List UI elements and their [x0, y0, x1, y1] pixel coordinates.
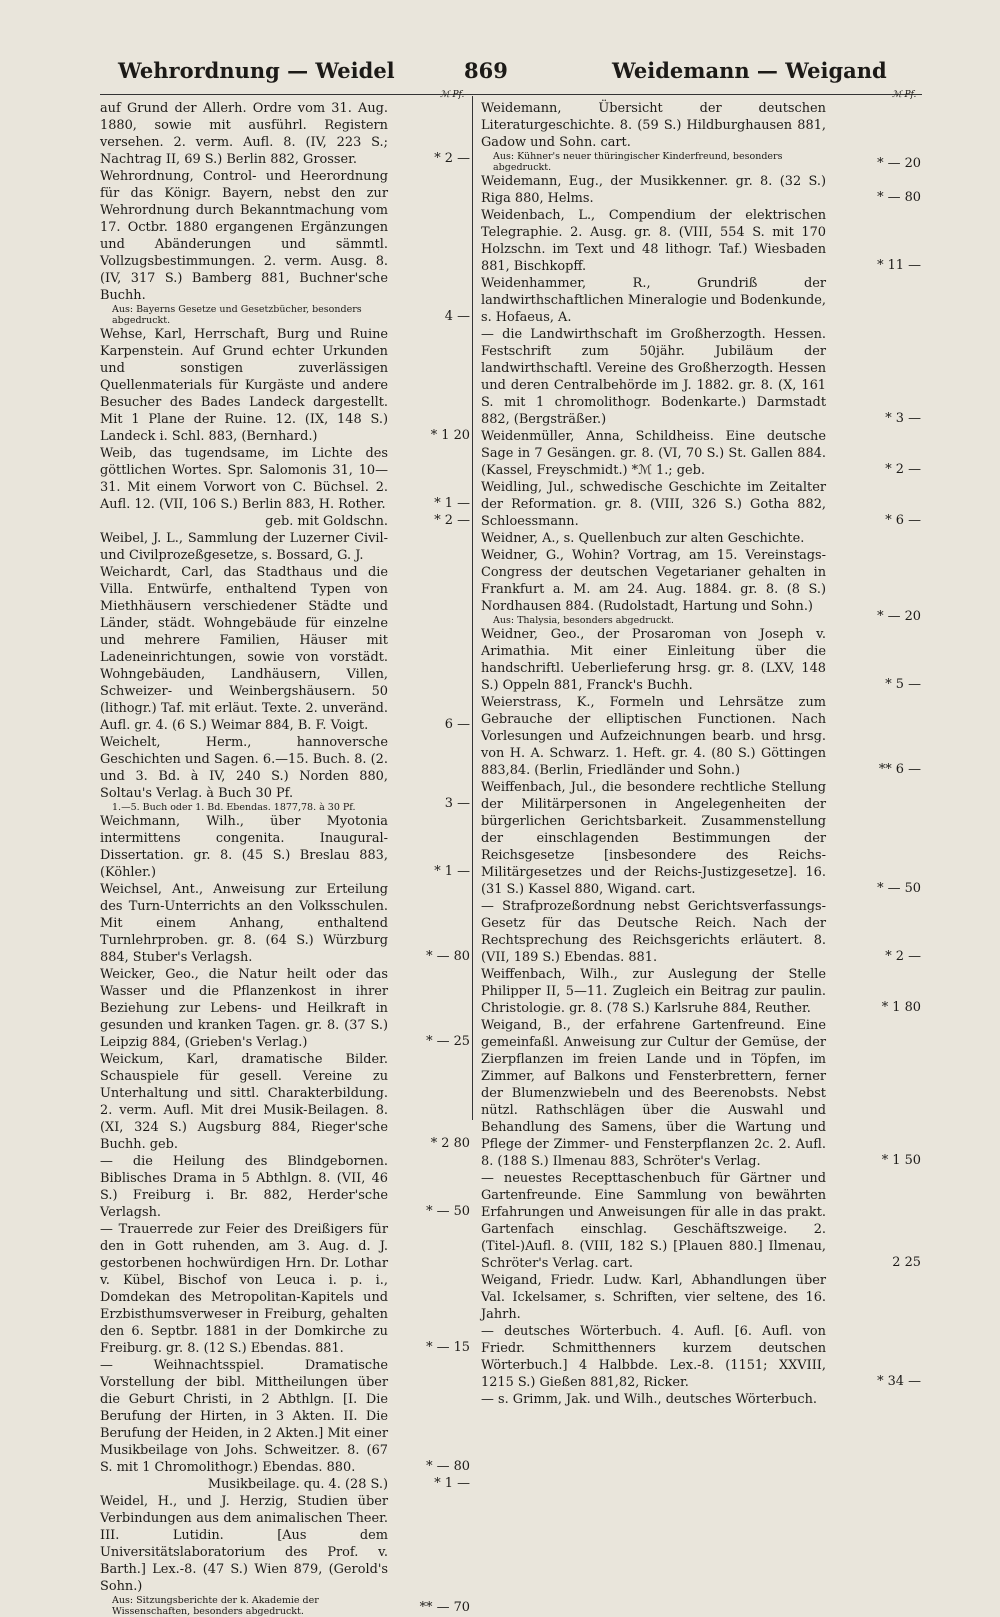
- entry-price: * — 50: [877, 881, 921, 896]
- entry-text: Weiffenbach, Jul., die besondere rechtliche Stellung der Militärpersonen in Angelegenheiten der bürgerlichen Gerichtsbarkeit. Zusammenstellung der einschlagenden Bestimmungen der Reichsgesetze [insbesondere des Reichs-Militärgesetzes und der Reichs-Justizgesetze]. 16. (31 S.) Kassel 880, Wigand. cart.: [481, 780, 826, 897]
- entry-price: * 1 80: [881, 1000, 921, 1015]
- entry-text: Weiffenbach, Wilh., zur Auslegung der Stelle Philipper II, 5—11. Zugleich ein Beitrag zur paulin. Christologie. gr. 8. (78 S.) Karlsruhe 884, Reuther.: [481, 967, 826, 1016]
- entry-price: ** 6 —: [878, 762, 921, 777]
- entry-text: Weigand, B., der erfahrene Gartenfreund. Eine gemeinfaßl. Anweisung zur Cultur der Gemüse, der Zierpflanzen im freien Lande und in Töpfen, im Zimmer, auf Balkons und Fensterbrettern, ferner der Blumenzwiebeln und des Beerenobsts. Nebst nützl. Rathschlägen über die Auswahl und Behandlung des Samens, über die Wartung und Pflege der Zimmer- und Fensterpflanzen 2c. 2. Aufl. 8. (188 S.) Ilmenau 883, Schröter's Verlag.: [481, 1018, 826, 1169]
- entry-price: 4 —: [444, 309, 470, 324]
- entry-text: — deutsches Wörterbuch. 4. Aufl. [6. Aufl. von Friedr. Schmitthenners kurzem deutschen Wörterbuch.] 4 Halbbde. Lex.-8. (1151; XXVIII, 1215 S.) Gießen 881,82, Ricker.: [481, 1324, 826, 1390]
- page-number: 869: [464, 58, 508, 83]
- catalog-entry: [481, 100, 921, 173]
- catalog-entry: [481, 626, 921, 694]
- entry-text: — Trauerrede zur Feier des Dreißigers für den in Gott ruhenden, am 3. Aug. d. J. gestorbenen hochwürdigen Hrn. Dr. Lothar v. Kübel, Bischof von Leuca i. p. i., Domdekan des Metropolitan-Kapitels und Erzbisthumsverweser in Freiburg, gehalten den 6. Septbr. 1881 in der Domkirche zu Freiburg. gr. 8. (12 S.) Ebendas. 881.: [100, 1222, 388, 1356]
- entry-price: * 6 —: [885, 513, 921, 528]
- entry-price: * 5 —: [885, 677, 921, 692]
- entry-text: — die Heilung des Blindgebornen. Biblisches Drama in 5 Abthlgn. 8. (VII, 46 S.) Freiburg i. Br. 882, Herder'sche Verlagsh.: [100, 1154, 388, 1220]
- catalog-entry: [481, 479, 921, 530]
- entry-text: — die Landwirthschaft im Großherzogth. Hessen. Festschrift zum 50jähr. Jubiläum der landwirthschaftl. Vereine des Großherzogth. Hessen und deren Centralbehörde im J. 1882. gr. 8. (X, 161 S. mit 1 chromolithogr. Bodenkarte.) Darmstadt 882, (Bergsträßer.): [481, 327, 826, 427]
- catalog-entry: [481, 779, 921, 898]
- entry-text: Weidner, G., Wohin? Vortrag, am 15. Vereinstags-Congress der deutschen Vegetarianer gehalten in Frankfurt a. M. am 24. Aug. 1884. gr. 8. (8 S.) Nordhausen 884. (Rudolstadt, Hartung und Sohn.): [481, 548, 826, 614]
- entry-text: Musikbeilage. qu. 4. (28 S.): [207, 1477, 388, 1492]
- entry-price: * — 20: [877, 156, 921, 171]
- entry-price: * 3 —: [885, 411, 921, 426]
- currency-label-left: ℳ Pf.: [440, 90, 465, 100]
- catalog-entry: [481, 1323, 921, 1391]
- entry-price: 6 —: [444, 717, 470, 732]
- entry-text: Weickum, Karl, dramatische Bilder. Schauspiele für gesell. Vereine zu Unterhaltung und sittl. Charakterbildung. 2. verm. Aufl. Mit drei Musik-Beilagen. 8. (XI, 324 S.) Augsburg 884, Rieger'sche Buchh. geb.: [100, 1052, 388, 1152]
- entry-note: Aus: Thalysia, besonders abgedruckt.: [493, 615, 674, 626]
- catalog-entry: [481, 326, 921, 428]
- catalog-entry: [100, 1153, 470, 1221]
- entry-price: * 1 50: [881, 1153, 921, 1168]
- entry-text: Weichelt, Herm., hannoversche Geschichten und Sagen. 6.—15. Buch. 8. (2. und 3. Bd. à IV, 240 S.) Norden 880, Soltau's Verlag. à Buch 30 Pf.: [100, 735, 388, 801]
- entry-price: * — 15: [426, 1340, 470, 1355]
- entry-price: * 1 —: [434, 864, 470, 879]
- catalog-entry: [100, 966, 470, 1051]
- entry-text: Wehse, Karl, Herrschaft, Burg und Ruine Karpenstein. Auf Grund echter Urkunden und sonstigen zuverlässigen Quellenmaterials für Kurgäste und andere Besucher des Bades Landeck dargestellt. Mit 1 Plane der Ruine. 12. (IX, 148 S.) Landeck i. Schl. 883, (Bernhard.): [100, 327, 388, 444]
- entry-price: ** — 70: [419, 1600, 470, 1615]
- entry-note: Aus: Bayerns Gesetze und Gesetzbücher, besonders abgedruckt.: [112, 304, 362, 326]
- catalog-entry: [100, 1476, 470, 1493]
- catalog-entry: [481, 530, 921, 547]
- catalog-entry: [100, 168, 470, 326]
- entry-text: Weicker, Geo., die Natur heilt oder das Wasser und die Pflanzenkost in ihrer Beziehung zur Lebens- und Heilkraft in gesunden und kranken Tagen. gr. 8. (37 S.) Leipzig 884, (Grieben's Verlag.): [100, 967, 388, 1050]
- entry-price: * — 80: [877, 190, 921, 205]
- catalog-entry: [481, 275, 921, 326]
- entry-text: Weichardt, Carl, das Stadthaus und die Villa. Entwürfe, enthaltend Typen von Miethhäusern verschiedener Städte und Länder, städt. Wohngebäude für einzelne und mehrere Familien, Häuser mit Ladeneinrichtungen, sowie von vorstädt. Wohngebäuden, Landhäusern, Villen, Schweizer- und Weinbergshäusern. 50 (lithogr.) Taf. mit erläut. Texte. 2. unveränd. Aufl. gr. 4. (6 S.) Weimar 884, B. F. Voigt.: [100, 565, 388, 733]
- left-column: [100, 100, 470, 1617]
- entry-price: * 2 —: [434, 513, 470, 528]
- catalog-entry: [100, 1051, 470, 1153]
- entry-text: auf Grund der Allerh. Ordre vom 31. Aug. 1880, sowie mit ausführl. Registern versehen. 2. verm. Aufl. 8. (IV, 223 S.; Nachtrag II, 69 S.) Berlin 882, Grosser.: [100, 101, 388, 167]
- entry-price: * — 25: [426, 1034, 470, 1049]
- entry-text: — Weihnachtsspiel. Dramatische Vorstellung der bibl. Mittheilungen über die Geburt Christi, in 2 Abthlgn. [I. Die Berufung der Hirten, in 3 Akten. II. Die Berufung der Heiden, in 2 Akten.] Mit einer Musikbeilage von Johs. Schweitzer. 8. (67 S. mit 1 Chromolithogr.) Ebendas. 880.: [100, 1358, 388, 1475]
- catalog-entry: [481, 1017, 921, 1170]
- page-header: [0, 56, 1000, 90]
- entry-text: Weidner, Geo., der Prosaroman von Joseph v. Arimathia. Mit einer Einleitung über die handschriftl. Ueberlieferung hrsg. gr. 8. (LXV, 148 S.) Oppeln 881, Franck's Buchh.: [481, 627, 826, 693]
- catalog-entry: [100, 100, 470, 168]
- entry-note: Aus: Kühner's neuer thüringischer Kinderfreund, besonders abgedruckt.: [493, 151, 783, 173]
- catalog-entry: [481, 207, 921, 275]
- catalog-entry: [481, 694, 921, 779]
- entry-text: Weib, das tugendsame, im Lichte des göttlichen Wortes. Spr. Salomonis 31, 10—31. Mit einem Vorwort von C. Büchsel. 2. Aufl. 12. (VII, 106 S.) Berlin 883, H. Rother.: [100, 446, 388, 512]
- entry-text: — Strafprozeßordnung nebst Gerichtsverfassungs-Gesetz für das Deutsche Reich. Nach der Rechtsprechung des Reichsgerichts erläutert. 8. (VII, 189 S.) Ebendas. 881.: [481, 899, 826, 965]
- entry-text: Weidenbach, L., Compendium der elektrischen Telegraphie. 2. Ausg. gr. 8. (VIII, 554 S. mit 170 Holzschn. im Text und 48 lithogr. Taf.) Wiesbaden 881, Bischkopff.: [481, 208, 826, 274]
- entry-price: * 1 —: [434, 496, 470, 511]
- catalog-entry: [481, 1272, 921, 1323]
- catalog-entry: [100, 1221, 470, 1357]
- entry-price: * 34 —: [877, 1374, 921, 1389]
- entry-price: * 2 80: [430, 1136, 470, 1151]
- catalog-entry: [100, 513, 470, 530]
- entry-price: * 11 —: [877, 258, 921, 273]
- catalog-entry: [100, 813, 470, 881]
- entry-price: * — 50: [426, 1204, 470, 1219]
- entry-text: — neuestes Recepttaschenbuch für Gärtner und Gartenfreunde. Eine Sammlung von bewährten Erfahrungen und Anweisungen für alle in das prakt. Gartenfach einschlag. Geschäftszweige. 2. (Titel-)Aufl. 8. (VIII, 182 S.) [Plauen 880.] Ilmenau, Schröter's Verlag. cart.: [481, 1171, 826, 1271]
- catalog-entry: [100, 326, 470, 445]
- catalog-entry: [100, 734, 470, 813]
- entry-text: Weidenhammer, R., Grundriß der landwirthschaftlichen Mineralogie und Bodenkunde, s. Hofaeus, A.: [481, 276, 826, 325]
- entry-price: 3 —: [444, 796, 470, 811]
- entry-price: * — 80: [426, 949, 470, 964]
- entry-note: 1.—5. Buch oder 1. Bd. Ebendas. 1877,78. à 30 Pf.: [112, 802, 356, 813]
- catalog-entry: [481, 547, 921, 626]
- entry-text: Weidel, H., und J. Herzig, Studien über Verbindungen aus dem animalischen Theer. III. Lutidin. [Aus dem Universitätslaboratorium des Prof. v. Barth.] Lex.-8. (47 S.) Wien 879, (Gerold's Sohn.): [100, 1494, 388, 1594]
- catalog-entry: [481, 173, 921, 207]
- entry-text: Weierstrass, K., Formeln und Lehrsätze zum Gebrauche der elliptischen Functionen. Nach Vorlesungen und Aufzeichnungen bearb. und hrsg. von H. A. Schwarz. 1. Heft. gr. 4. (80 S.) Göttingen 883,84. (Berlin, Friedländer und Sohn.): [481, 695, 826, 778]
- entry-text: Weidemann, Übersicht der deutschen Literaturgeschichte. 8. (59 S.) Hildburghausen 881, Gadow und Sohn. cart.: [481, 101, 826, 150]
- entry-text: Weidemann, Eug., der Musikkenner. gr. 8. (32 S.) Riga 880, Helms.: [481, 174, 826, 206]
- entry-price: * 2 —: [885, 462, 921, 477]
- catalog-entry: [481, 1391, 921, 1408]
- entry-text: Weigand, Friedr. Ludw. Karl, Abhandlungen über Val. Ickelsamer, s. Schriften, vier seltene, des 16. Jahrh.: [481, 1273, 826, 1322]
- catalog-entry: [481, 428, 921, 479]
- entry-text: Wehrordnung, Control- und Heerordnung für das Königr. Bayern, nebst den zur Wehrordnung durch Bekanntmachung vom 17. Octbr. 1880 ergangenen Ergänzungen und Abänderungen und sämmtl. Vollzugsbestimmungen. 2. verm. Ausg. 8. (IV, 317 S.) Bamberg 881, Buchner'sche Buchh.: [100, 169, 388, 303]
- entry-price: * 1 20: [430, 428, 470, 443]
- entry-note: Aus: Sitzungsberichte der k. Akademie der Wissenschaften, besonders abgedruckt.: [112, 1595, 319, 1617]
- entry-text: — s. Grimm, Jak. und Wilh., deutsches Wörterbuch.: [481, 1392, 817, 1407]
- entry-text: geb. mit Goldschn.: [265, 514, 388, 529]
- entry-price: * 1 —: [434, 1476, 470, 1491]
- column-divider: [472, 96, 473, 1120]
- entry-price: * 2 —: [434, 151, 470, 166]
- catalog-entry: [481, 1170, 921, 1272]
- entry-text: Weichmann, Wilh., über Myotonia intermittens congenita. Inaugural-Dissertation. gr. 8. (45 S.) Breslau 883, (Köhler.): [100, 814, 388, 880]
- catalog-entry: [100, 445, 470, 513]
- entry-text: Weichsel, Ant., Anweisung zur Erteilung des Turn-Unterrichts an den Volksschulen. Mit einem Anhang, enthaltend Turnlehrproben. gr. 8. (64 S.) Würzburg 884, Stuber's Verlagsh.: [100, 882, 388, 965]
- entry-price: * 2 —: [885, 949, 921, 964]
- entry-price: * — 80: [426, 1459, 470, 1474]
- entry-text: Weidling, Jul., schwedische Geschichte im Zeitalter der Reformation. gr. 8. (VIII, 326 S.) Gotha 882, Schloessmann.: [481, 480, 826, 529]
- entry-text: Weidenmüller, Anna, Schildheiss. Eine deutsche Sage in 7 Gesängen. gr. 8. (VI, 70 S.) St. Gallen 884. (Kassel, Freyschmidt.) *ℳ 1.; geb.: [481, 429, 826, 478]
- entry-text: Weidner, A., s. Quellenbuch zur alten Geschichte.: [481, 531, 805, 546]
- catalog-entry: [100, 881, 470, 966]
- catalog-entry: [481, 966, 921, 1017]
- header-left-title: Wehrordnung — Weidel: [118, 58, 395, 83]
- entry-price: 2 25: [892, 1255, 921, 1270]
- catalog-entry: [100, 1357, 470, 1476]
- catalog-entry: [100, 530, 470, 564]
- entry-price: * — 20: [877, 609, 921, 624]
- header-rule: [100, 94, 922, 95]
- catalog-entry: [481, 898, 921, 966]
- catalog-entry: [100, 564, 470, 734]
- header-right-title: Weidemann — Weigand: [612, 58, 887, 83]
- entry-text: Weibel, J. L., Sammlung der Luzerner Civil- und Civilprozeßgesetze, s. Bossard, G. J.: [100, 531, 388, 563]
- currency-label-right: ℳ Pf.: [892, 90, 917, 100]
- catalog-entry: [100, 1493, 470, 1617]
